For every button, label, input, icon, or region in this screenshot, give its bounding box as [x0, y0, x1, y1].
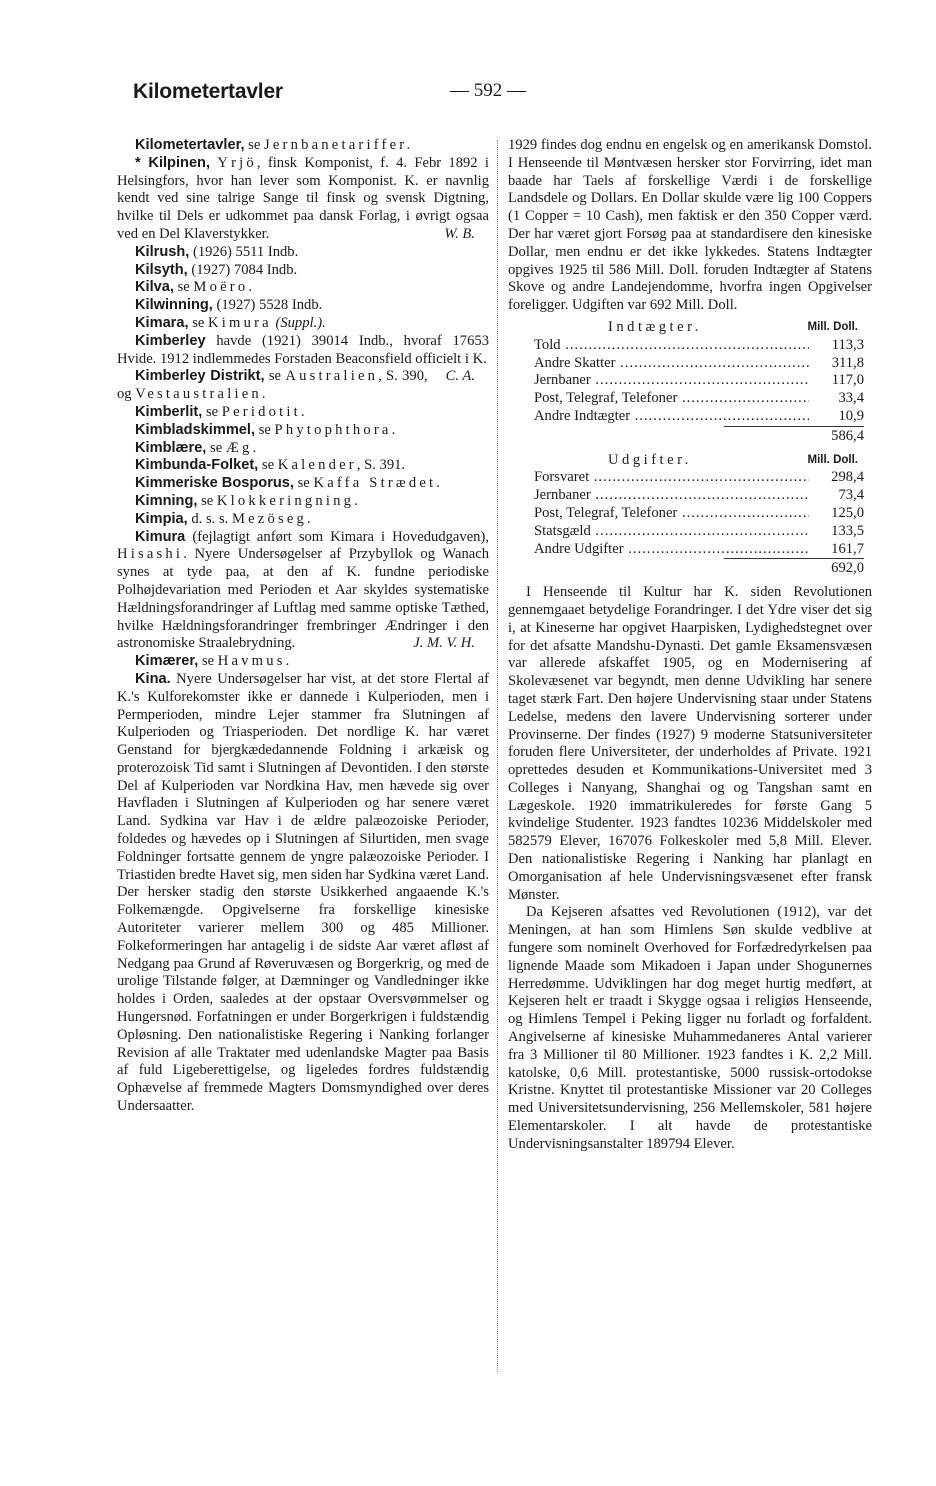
cross-reference: Havmus. [217, 653, 293, 670]
headword: Kimberley [135, 332, 206, 349]
headword: Kimura [135, 528, 186, 545]
table-header: Indtægter. Mill. Doll. [608, 318, 858, 335]
headword: Kilsyth, [135, 261, 188, 278]
entry-kilometertavler: Kilometertavler, se Jernbanetariffer. [135, 137, 414, 153]
headword: Kina. [135, 670, 171, 687]
headword: Kilwinning, [135, 297, 213, 314]
headword: Kimærer, [135, 653, 199, 670]
left-column [117, 137, 489, 1116]
paragraph-culture-education: I Henseende til Kultur har K. siden Revolutionen gennemgaaet betydelige Forandringer. I det Ydre viser det sig i, at Kineserne har opgivet Haarpisken, Lydighedstegnet over for det afsatte Mandshu-Dynasti. Det gamle Eksamensvæsen var allerede afskaffet 1905, og en Modernisering af Skolevæsenet var begyndt, men denne Udvikling har senere taget stærk Fart. Den højere Undervisning staar under Statens Ledelse, medens den lavere Undervisning sorterer under Provinserne. Der findes (1927) 9 moderne Statsuniversiteter foruden flere Universiteter, der underholdes af Private. 1921 oprettedes desuden et Kommunikations-Universitet med 3 Colleges i Nanyang, Shanghai og og Tangshan samt en Lægeskole. 1920 immatrikuleredes for første Gang 5 kvindelige Studenter. 1923 fandtes 10236 Middelskoler med 582579 Elever, 167076 Folkeskoler med 5,8 Mill. Elever. Den nationalistiske Regering i Nanking har planlagt en Omorganisation af hele Undervisningsvæsenet efter fransk Mønster. [508, 584, 872, 903]
cross-reference: Æg. [225, 439, 260, 456]
cross-reference: Jernbanetariffer. [264, 137, 414, 153]
headword: Kimning, [135, 492, 198, 509]
entry-kimning: Kimning, se Klokkeringning. [135, 492, 361, 509]
entry-kilwinning: Kilwinning, (1927) 5528 Indb. [135, 297, 323, 314]
author-signature: J. M. V. H. [413, 635, 475, 652]
table-row: Andre Udgifter ..... 161,7 [534, 541, 864, 559]
headword: Kimbunda-Folket, [135, 457, 259, 474]
entry-kilpinen: * Kilpinen, Yrjö, finsk Komponist, f. 4. Febr 1892 i Helsingfors, hvor han lever som Komponist. K. er navnlig kendt ved sine talrige Sange til finsk og svensk Digtning, hvilke til Dels er udkommet paa dansk Forlag, i øvrigt ogsaa ved en Del Klaverstykker. W. B. [117, 154, 489, 242]
entry-kina: Kina. Nyere Undersøgelser har vist, at det store Flertal af K.'s Kulforekomster ikke er dannede i Kulperioden, men i Permperioden, mindre Lejer stammer fra Slutningen af Kulperioden og Triasperioden. Det nordlige K. har været Genstand for bjergkædedannende Foldning i arkæisk og proterozoisk Tid samt i Slutningen af Devontiden. I den største Del af Kulperioden var Nordkina Hav, men hævede sig over Havfladen i Slutningen af Kulperioden og har senere været Land. Sydkina var Hav i de ældre palæozoiske Perioder, foldedes og hævedes op i Slutningen af Silurtiden, men svage Foldninger fortsatte gennem de yngre palæozoiske Perioder. I Triastiden bredte Havet sig, men siden har Sydkina været Land. Der hersker stadig den største Usikkerhed angaaende K.'s Folkemængde. Opgivelserne fra forskellige kinesiske Autoriteter varierer mellem 300 og 485 Millioner. Folkeformeringen har antagelig i de sidste Aar været afløst af Nedgang paa Grund af Røveruvæsen og Borgerkrig, og med de urolige Tilstande følger, at Dæmninger og Vandledninger ikke holdes i Orden, saaledes at der opstaar Oversvømmelser og Hungersnød. Forfatningen er under Borgerkrigen i fuldstændig Opløsning. Den nationalistiske Regering i Nanking forlanger Revision af alle Traktater med udenlandske Magter paa Basis af fuld Ligeberettigelse, og ligeledes fordres fuldstændig Ophævelse af fremmede Magters Domsmyndighed over deres Undersaatter. [117, 670, 489, 1115]
running-head-title: Kilometertavler [133, 80, 283, 103]
person-name: Yrjö [217, 154, 257, 171]
right-column [508, 137, 872, 1154]
income-table [534, 319, 864, 446]
table-row: Post, Telegraf, Telefoner ..... 33,4 [534, 390, 864, 408]
headword: Kilva, [135, 279, 174, 296]
cross-reference: Kaffa Strædet. [313, 475, 444, 492]
table-row: Post, Telegraf, Telefoner ..... 125,0 [534, 505, 864, 523]
headword: Kimara, [135, 314, 189, 331]
cross-reference: Klokkeringning. [216, 492, 361, 509]
table-row: Jernbaner ..... 73,4 [534, 487, 864, 505]
table-row: Told ..... 113,3 [534, 337, 864, 355]
headword: Kimberlit, [135, 403, 203, 420]
table-header: Udgifter. Mill. Doll. [608, 451, 858, 468]
headword: Kimpia, [135, 510, 188, 527]
entry-kilrush: Kilrush, (1926) 5511 Indb. [135, 243, 299, 260]
entry-kimpia: Kimpia, d. s. s. Mezöseg. [135, 510, 314, 527]
cross-reference: Kimura [208, 314, 272, 331]
column-divider [497, 140, 498, 1372]
paragraph-currency-finance: 1929 findes dog endnu en engelsk og en amerikansk Domstol. I Henseende til Møntvæsen hersker stor Forvirring, idet man baade har Taels af forskellige Værdi i de forskellige Landsdele og Dollars. En Dollar skulde være lig 100 Coppers (1 Copper = 10 Cash), men faktisk er den 350 Copper værd. Der har været gjort Forsøg paa at standardisere den kinesiske Dollar, men endnu er det ikke lykkedes. Statens Indtægter opgives 1925 til 586 Mill. Doll. foruden Indtægter af Statens Skove og andre Landejendomme, hvorfra ingen Opgivelser foreligger. Udgiften var 692 Mill. Doll. [508, 137, 872, 314]
cross-reference: Moëro. [193, 279, 256, 296]
person-name: Hisashi [117, 546, 184, 563]
entry-kimbunda-folket: Kimbunda-Folket, se Kalender, S. 391. [135, 457, 406, 474]
cross-reference: Peridotit. [221, 403, 308, 420]
entry-kimara: Kimara, se Kimura (Suppl.). [135, 314, 326, 331]
page-number: — 592 — [450, 80, 526, 101]
table-row: Statsgæld ..... 133,5 [534, 523, 864, 541]
cross-reference: Phytophthora. [274, 421, 399, 438]
expenses-table [534, 452, 864, 579]
table-total: 692,0 [724, 558, 864, 578]
table-row: Andre Indtægter ..... 10,9 [534, 408, 864, 426]
entry-kimmeriske-bosporus: Kimmeriske Bosporus, se Kaffa Strædet. [135, 475, 444, 492]
entry-kimura: Kimura (fejlagtigt anført som Kimara i Hovedudgaven), Hisashi. Nyere Undersøgelser af Przybyllok og Wanach synes at tyde paa, at den af K. fundne periodiske Polhøjdevariation med Perioden et Aar skyldes systematiske Hældningsforandringer af Luftlag med samme optiske Tæthed, hvilke Hældningsforandringer frembringer Ændringer i den astronomiske Straalebrydning. J. M. V. H. [117, 528, 489, 652]
entry-kimbladskimmel: Kimbladskimmel, se Phytophthora. [135, 421, 399, 438]
paragraph-religion: Da Kejseren afsattes ved Revolutionen (1912), var det Meningen, at han som Himlens Søn skulde vedblive at fungere som nominelt Overhoved for Forfædredyrkelsen paa lignende Maade som Mikadoen i Japan under Shogunernes Herredømme. Udviklingen har dog meget hurtig medført, at Kejseren helt er traadt i Skygge ogsaa i religiøs Henseende, og Himlens Tempel i Peking ligger nu forladt og forfaldent. Angivelserne af kinesiske Muhammedaneres Antal varierer fra 3 Millioner til 80 Millioner. 1923 fandtes i K. 2,2 Mill. katolske, 0,6 Mill. protestantiske, 5000 russisk-ortodokse Kristne. Knyttet til protestantiske Missioner var 20 Colleges med Universitetsundervisning, 256 Mellemskoler, 581 højere Elementarskoler. I alt havde de protestantiske Undervisningsanstalter 189794 Elever. [508, 904, 872, 1152]
entry-kilsyth: Kilsyth, (1927) 7084 Indb. [135, 261, 298, 278]
cross-reference: Vestaustralien. [135, 386, 269, 403]
headword: Kilometertavler, [135, 137, 245, 153]
entry-kimberley: Kimberley havde (1921) 39014 Indb., hvoraf 17653 Hvide. 1912 indlemmedes Forstaden Beaconsfield officielt i K. C. A. [117, 332, 489, 385]
entry-kimberlit: Kimberlit, se Peridotit. [135, 403, 308, 420]
headword: * Kilpinen, [135, 154, 211, 171]
headword: Kilrush, [135, 243, 190, 260]
cross-reference: Australien [285, 368, 379, 385]
cross-reference: Mezöseg. [231, 510, 314, 527]
headword: Kimmeriske Bosporus, [135, 475, 294, 492]
cross-reference: Kalender [277, 457, 357, 474]
author-signature: C. A. [445, 368, 475, 385]
headword: Kimblære, [135, 439, 207, 456]
headword: Kimberley Distrikt, [135, 368, 265, 385]
entry-kimberley-distrikt: Kimberley Distrikt, se Australien, S. 390, og Vestaustralien. [117, 368, 428, 403]
author-signature: W. B. [444, 225, 475, 242]
entry-kilva: Kilva, se Moëro. [135, 279, 256, 296]
entry-kimblaere: Kimblære, se Æg. [135, 439, 260, 456]
table-row: Jernbaner ..... 117,0 [534, 372, 864, 390]
entry-kimaerer: Kimærer, se Havmus. [135, 653, 293, 670]
table-row: Forsvaret ..... 298,4 [534, 469, 864, 487]
headword: Kimbladskimmel, [135, 421, 256, 438]
table-row: Andre Skatter ..... 311,8 [534, 355, 864, 373]
table-total: 586,4 [724, 426, 864, 446]
